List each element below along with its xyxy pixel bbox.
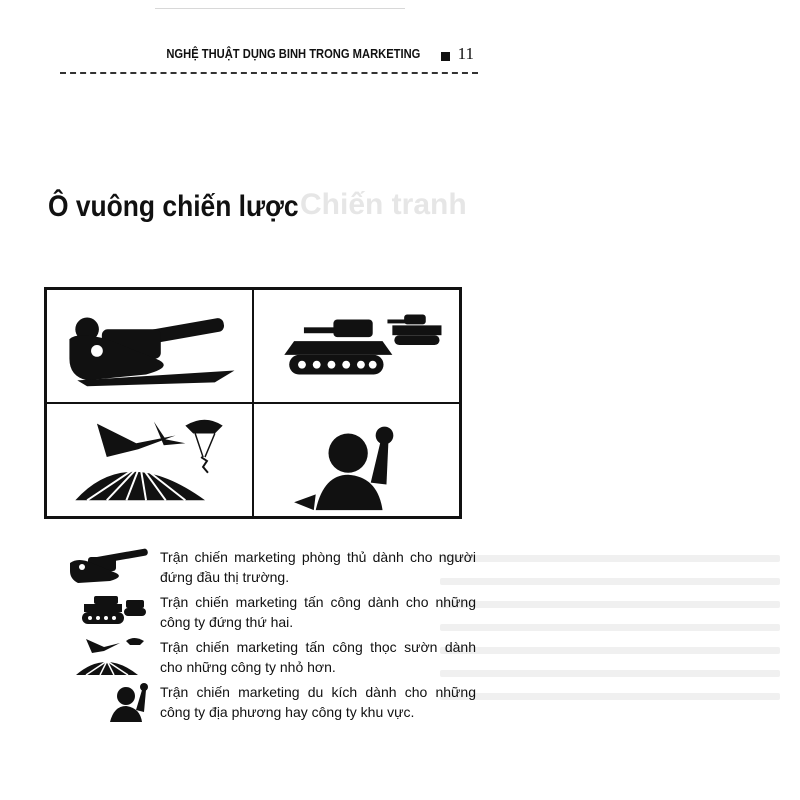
- page-number: 11: [457, 44, 474, 63]
- legend-item: [56, 545, 476, 590]
- running-title: NGHỆ THUẬT DỤNG BINH TRONG MARKETING: [165, 46, 420, 61]
- cell-offensive: [253, 289, 460, 403]
- cell-guerrilla: [253, 403, 460, 517]
- section-heading: Ô vuông chiến lược: [48, 190, 299, 223]
- cannon-soldier-icon: [64, 545, 150, 587]
- cannon-soldier-icon: [47, 290, 252, 402]
- legend-item: [56, 635, 476, 680]
- scan-edge-line: [155, 8, 405, 9]
- bleed-through-lines: [440, 555, 780, 735]
- cell-defensive: [46, 289, 253, 403]
- legend-text: Trận chiến marketing tấn công dành cho những công ty đứng thứ hai.: [160, 594, 476, 630]
- header-square-icon: [441, 52, 450, 61]
- cell-flanking: [46, 403, 253, 517]
- guerrilla-soldier-icon: [254, 404, 459, 516]
- bleed-through-text: Chiến tranh: [300, 188, 467, 221]
- planes-parachute-icon: [47, 404, 252, 516]
- tanks-icon: [254, 290, 459, 402]
- legend-item: [56, 680, 476, 725]
- legend-text: Trận chiến marketing phòng thủ dành cho người đứng đầu thị trường.: [160, 549, 476, 585]
- running-header: [60, 44, 478, 74]
- legend-text: Trận chiến marketing tấn công thọc sườn dành cho những công ty nhỏ hơn.: [160, 639, 476, 675]
- legend-list: [56, 545, 476, 725]
- legend-item: [56, 590, 476, 635]
- guerrilla-soldier-icon: [64, 680, 150, 722]
- strategy-square: [44, 287, 462, 519]
- planes-parachute-icon: [64, 635, 150, 677]
- legend-text: Trận chiến marketing du kích dành cho những công ty địa phương hay công ty khu vực.: [160, 684, 476, 720]
- tanks-icon: [64, 590, 150, 632]
